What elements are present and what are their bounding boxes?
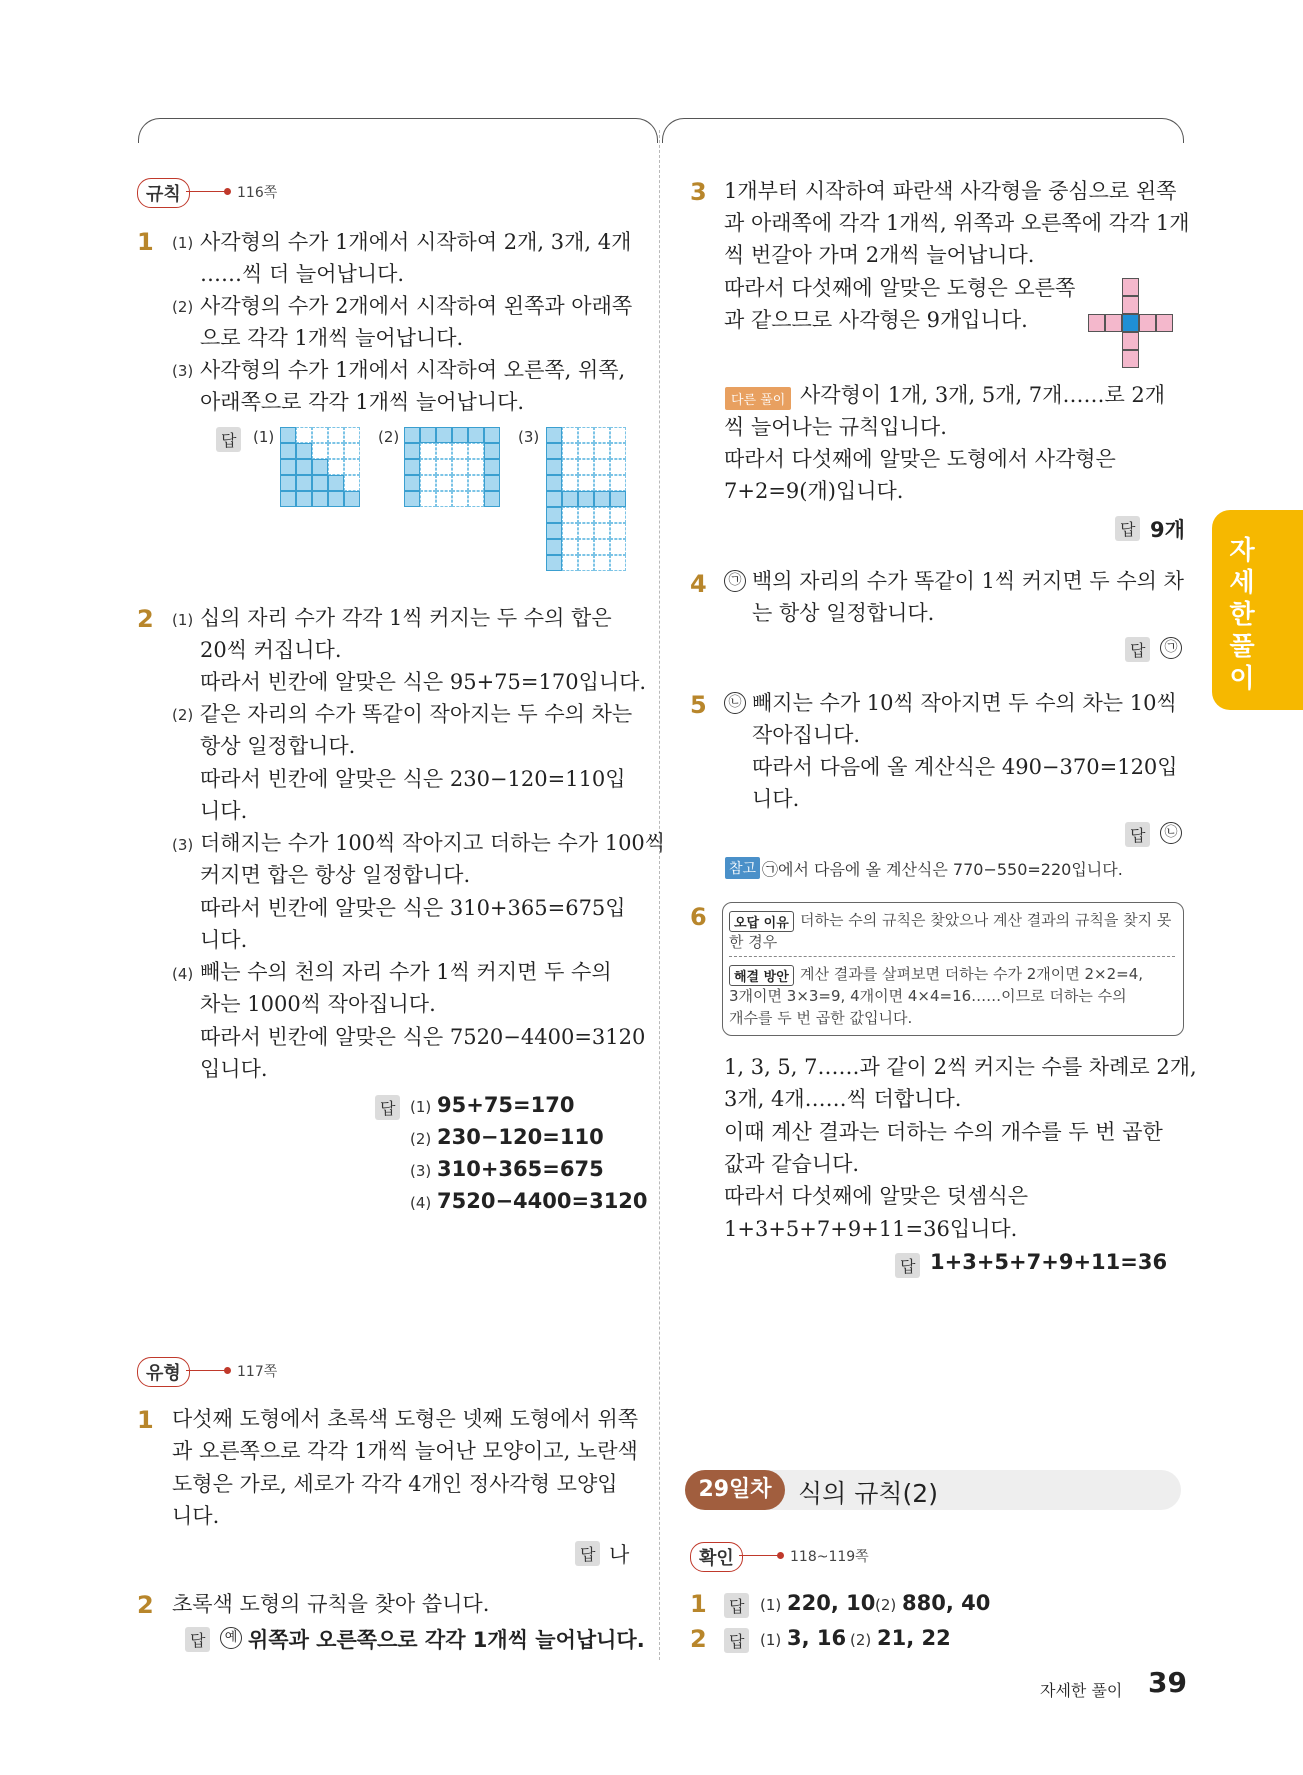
question-number: 1 — [137, 228, 154, 256]
solution-label: 해결 방안 — [729, 965, 794, 986]
empty-square — [436, 491, 452, 507]
filled-square — [328, 491, 344, 507]
text-line: 아래쪽으로 각각 1개씩 늘어납니다. — [200, 390, 525, 414]
sub-number: (1) — [760, 1596, 782, 1614]
empty-square — [578, 555, 594, 571]
empty-square — [610, 507, 626, 523]
answer-label: 답 — [1115, 516, 1140, 541]
answer-value: 21, 22 — [877, 1626, 951, 1650]
answer-label: 답 — [185, 1627, 210, 1652]
answer-label: 답 — [724, 1593, 749, 1618]
answer-value: 880, 40 — [902, 1591, 991, 1615]
empty-square — [452, 491, 468, 507]
text-line: 3개, 4개……씩 더합니다. — [724, 1087, 962, 1111]
empty-square — [452, 443, 468, 459]
filled-square — [312, 491, 328, 507]
filled-square — [296, 491, 312, 507]
square-cell — [1122, 296, 1139, 314]
sub-number: (1) — [410, 1098, 432, 1116]
side-tab-char: 세 — [1229, 568, 1255, 598]
empty-square — [436, 475, 452, 491]
square-cell — [1139, 314, 1156, 332]
question-number: 3 — [690, 178, 707, 206]
empty-square — [420, 491, 436, 507]
question-number: 2 — [137, 605, 154, 633]
empty-square — [578, 523, 594, 539]
square-cell — [1122, 278, 1139, 296]
choice-mark: ㉠ — [724, 570, 746, 592]
filled-square — [484, 427, 500, 443]
answer-value: ㉡ — [1160, 822, 1182, 844]
empty-square — [562, 523, 578, 539]
answer-label: 답 — [724, 1628, 749, 1653]
filled-square — [578, 491, 594, 507]
rule-tag: 규칙 — [137, 178, 190, 208]
example-mark: 예 — [220, 1627, 242, 1649]
answer-value: 230−120=110 — [437, 1125, 604, 1149]
sub-number: (2) — [172, 706, 194, 724]
empty-square — [578, 507, 594, 523]
sub-number: (2) — [378, 428, 400, 446]
text-line: 따라서 빈칸에 알맞은 식은 95+75=170입니다. — [200, 670, 647, 694]
answer-grid-2 — [404, 427, 500, 507]
answer-grid-1 — [280, 427, 360, 507]
answer-value: 220, 10 — [787, 1591, 876, 1615]
empty-square — [344, 443, 360, 459]
filled-square — [404, 443, 420, 459]
day-badge: 29일차 — [685, 1470, 785, 1510]
empty-square — [562, 555, 578, 571]
rule-page: 116쪽 — [237, 185, 278, 201]
filled-square — [344, 491, 360, 507]
sub-number: (2) — [875, 1596, 897, 1614]
text-line: 더해지는 수가 100씩 작아지고 더하는 수가 100씩 — [200, 831, 666, 855]
answer-label: 답 — [895, 1253, 920, 1278]
empty-square — [468, 459, 484, 475]
empty-square — [436, 459, 452, 475]
page-number: 39 — [1148, 1666, 1187, 1699]
answer-value: 9개 — [1150, 518, 1185, 542]
sub-number: (4) — [172, 965, 194, 983]
empty-square — [578, 443, 594, 459]
empty-square — [452, 475, 468, 491]
filled-square — [436, 427, 452, 443]
square-cell — [1156, 314, 1173, 332]
question-number: 5 — [690, 691, 707, 719]
empty-square — [594, 443, 610, 459]
empty-square — [328, 427, 344, 443]
filled-square — [312, 459, 328, 475]
empty-square — [562, 427, 578, 443]
question-number: 4 — [690, 570, 707, 598]
check-page: 118~119쪽 — [790, 1549, 869, 1565]
sub-number: (2) — [850, 1631, 872, 1649]
square-cell — [1105, 314, 1122, 332]
text-line: 1, 3, 5, 7……과 같이 2씩 커지는 수를 차례로 2개, — [724, 1055, 1197, 1079]
sub-number: (2) — [410, 1130, 432, 1148]
text-line: 니다. — [200, 799, 248, 823]
text-line: 도형은 가로, 세로가 각각 4개인 정사각형 모양입 — [172, 1472, 618, 1496]
empty-square — [468, 443, 484, 459]
answer-label: 답 — [1125, 822, 1150, 847]
empty-square — [312, 427, 328, 443]
section-title: 식의 규칙(2) — [798, 1479, 938, 1508]
text-line: 7+2=9(개)입니다. — [724, 479, 904, 503]
filled-square — [546, 459, 562, 475]
text-line: 백의 자리의 수가 똑같이 1씩 커지면 두 수의 차 — [752, 569, 1184, 593]
right-column-frame — [662, 118, 1184, 143]
tag-dot — [224, 188, 231, 195]
note-label: 참고 — [725, 857, 760, 879]
empty-square — [436, 443, 452, 459]
cross-figure — [1088, 278, 1184, 374]
text-line: 사각형의 수가 1개에서 시작하여 오른쪽, 위쪽, — [200, 358, 626, 382]
answer-value: 나 — [609, 1543, 630, 1567]
empty-square — [420, 443, 436, 459]
text-line: 니다. — [752, 787, 800, 811]
empty-square — [610, 475, 626, 491]
answer-grid-3 — [546, 427, 626, 571]
text-line: 씩 번갈아 가며 2개씩 늘어납니다. — [724, 243, 1035, 267]
empty-square — [296, 427, 312, 443]
side-tab-char: 풀 — [1229, 632, 1255, 662]
empty-square — [420, 459, 436, 475]
text-line: 따라서 빈칸에 알맞은 식은 310+365=675입 — [200, 896, 626, 920]
text-line: 입니다. — [200, 1057, 268, 1081]
empty-square — [594, 507, 610, 523]
text-line: 초록색 도형의 규칙을 찾아 씁니다. — [172, 1592, 490, 1616]
empty-square — [594, 539, 610, 555]
text-line: 니다. — [172, 1504, 220, 1528]
filled-square — [594, 491, 610, 507]
filled-square — [484, 475, 500, 491]
text-line: 같은 자리의 수가 똑같이 작아지는 두 수의 차는 — [200, 702, 633, 726]
text-line: 값과 같습니다. — [724, 1152, 860, 1176]
text-line: 따라서 빈칸에 알맞은 식은 7520−4400=3120 — [200, 1025, 646, 1049]
empty-square — [328, 459, 344, 475]
side-tab-char: 한 — [1229, 600, 1255, 630]
side-tab — [1212, 510, 1303, 710]
filled-square — [296, 475, 312, 491]
filled-square — [296, 459, 312, 475]
sub-number: (1) — [253, 428, 275, 446]
text-line: 작아집니다. — [752, 723, 861, 747]
empty-square — [344, 427, 360, 443]
filled-square — [404, 427, 420, 443]
column-divider — [659, 130, 660, 1660]
square-cell — [1088, 314, 1105, 332]
text-line: 빼는 수의 천의 자리 수가 1씩 커지면 두 수의 — [200, 960, 612, 984]
filled-square — [468, 427, 484, 443]
note-text: ㉠에서 다음에 올 계산식은 770−550=220입니다. — [762, 860, 1123, 879]
filled-square — [546, 507, 562, 523]
filled-square — [546, 555, 562, 571]
filled-square — [404, 491, 420, 507]
text-line: 한 경우 — [729, 933, 778, 951]
filled-square — [546, 443, 562, 459]
empty-square — [594, 555, 610, 571]
check-tag: 확인 — [690, 1542, 743, 1572]
empty-square — [610, 443, 626, 459]
text-line: 사각형의 수가 2개에서 시작하여 왼쪽과 아래쪽 — [200, 294, 633, 318]
empty-square — [562, 507, 578, 523]
text-line: 20씩 커집니다. — [200, 638, 342, 662]
empty-square — [562, 443, 578, 459]
text-line: 과 오른쪽으로 각각 1개씩 늘어난 모양이고, 노란색 — [172, 1439, 638, 1463]
question-number: 2 — [690, 1625, 707, 1653]
answer-value: 95+75=170 — [437, 1093, 575, 1117]
empty-square — [328, 443, 344, 459]
footer-label: 자세한 풀이 — [1040, 1681, 1123, 1700]
answer-value: ㉠ — [1160, 637, 1182, 659]
empty-square — [594, 475, 610, 491]
sub-number: (3) — [172, 362, 194, 380]
empty-square — [468, 491, 484, 507]
text-line: 으로 각각 1개씩 늘어납니다. — [200, 326, 464, 350]
tag-dot — [224, 1367, 231, 1374]
answer-label: 답 — [216, 427, 241, 452]
square-cell — [1122, 332, 1139, 350]
empty-square — [578, 539, 594, 555]
empty-square — [562, 475, 578, 491]
text-line: ……씩 더 늘어납니다. — [200, 262, 405, 286]
filled-square — [610, 491, 626, 507]
empty-square — [610, 459, 626, 475]
text-line: 1+3+5+7+9+11=36입니다. — [724, 1217, 1018, 1241]
text-line: 따라서 다음에 올 계산식은 490−370=120입 — [752, 755, 1178, 779]
text-line: 십의 자리 수가 각각 1씩 커지는 두 수의 합은 — [200, 606, 612, 630]
filled-square — [484, 459, 500, 475]
sub-number: (3) — [410, 1162, 432, 1180]
empty-square — [452, 459, 468, 475]
answer-value: 위쪽과 오른쪽으로 각각 1개씩 늘어납니다. — [248, 1628, 645, 1652]
text-line: 니다. — [200, 928, 248, 952]
type-page: 117쪽 — [237, 1364, 278, 1380]
question-number: 2 — [137, 1591, 154, 1619]
filled-square — [296, 443, 312, 459]
sub-number: (1) — [172, 234, 194, 252]
sub-number: (1) — [172, 611, 194, 629]
text-line: 다섯째 도형에서 초록색 도형은 넷째 도형에서 위쪽 — [172, 1407, 639, 1431]
error-analysis-box — [722, 902, 1184, 1036]
empty-square — [312, 443, 328, 459]
empty-square — [562, 539, 578, 555]
filled-square — [404, 459, 420, 475]
question-number: 6 — [690, 903, 707, 931]
sub-number: (1) — [760, 1631, 782, 1649]
text-line: 계산 결과를 살펴보면 더하는 수가 2개이면 2×2=4, — [800, 965, 1144, 983]
sub-number: (3) — [172, 836, 194, 854]
text-line: 과 같으므로 사각형은 9개입니다. — [724, 308, 1028, 332]
text-line: 씩 늘어나는 규칙입니다. — [724, 415, 947, 439]
filled-square — [280, 459, 296, 475]
choice-mark: ㉡ — [724, 692, 746, 714]
filled-square — [546, 427, 562, 443]
tag-connector — [186, 191, 226, 192]
left-column-frame — [138, 118, 658, 143]
side-tab-char: 자 — [1229, 536, 1255, 566]
empty-square — [594, 523, 610, 539]
filled-square — [280, 427, 296, 443]
empty-square — [562, 459, 578, 475]
text-line: 항상 일정합니다. — [200, 734, 356, 758]
text-line: 사각형의 수가 1개에서 시작하여 2개, 3개, 4개 — [200, 230, 632, 254]
text-line: 사각형이 1개, 3개, 5개, 7개……로 2개 — [800, 383, 1166, 407]
text-line: 차는 1000씩 작아집니다. — [200, 992, 436, 1016]
filled-square — [452, 427, 468, 443]
text-line: 따라서 다섯째에 알맞은 덧셈식은 — [724, 1184, 1029, 1208]
filled-square — [312, 475, 328, 491]
tag-connector — [186, 1370, 226, 1371]
empty-square — [344, 475, 360, 491]
answer-value: 3, 16 — [787, 1626, 847, 1650]
question-number: 1 — [137, 1406, 154, 1434]
empty-square — [610, 539, 626, 555]
text-line: 1개부터 시작하여 파란색 사각형을 중심으로 왼쪽 — [724, 179, 1177, 203]
answer-value: 7520−4400=3120 — [437, 1189, 648, 1213]
sub-number: (4) — [410, 1194, 432, 1212]
alt-solution-label: 다른 풀이 — [725, 387, 791, 410]
text-line: 개수를 두 번 곱한 값입니다. — [729, 1009, 913, 1027]
text-line: 따라서 다섯째에 알맞은 도형에서 사각형은 — [724, 447, 1116, 471]
filled-square — [484, 491, 500, 507]
empty-square — [610, 555, 626, 571]
type-tag: 유형 — [137, 1357, 190, 1387]
tag-dot — [777, 1552, 784, 1559]
filled-square — [484, 443, 500, 459]
answer-label: 답 — [1125, 637, 1150, 662]
text-line: 이때 계산 결과는 더하는 수의 개수를 두 번 곱한 — [724, 1120, 1163, 1144]
text-line: 더하는 수의 규칙은 찾았으나 계산 결과의 규칙을 찾지 못 — [800, 911, 1172, 929]
filled-square — [562, 491, 578, 507]
filled-square — [280, 491, 296, 507]
text-line: 커지면 합은 항상 일정합니다. — [200, 863, 471, 887]
answer-value: 310+365=675 — [437, 1157, 604, 1181]
question-number: 1 — [690, 1590, 707, 1618]
empty-square — [344, 459, 360, 475]
square-cell — [1122, 350, 1139, 368]
text-line: 는 항상 일정합니다. — [752, 601, 935, 625]
filled-square — [546, 491, 562, 507]
sub-number: (3) — [518, 428, 540, 446]
answer-value: 1+3+5+7+9+11=36 — [930, 1250, 1168, 1274]
empty-square — [594, 459, 610, 475]
empty-square — [610, 523, 626, 539]
divider — [729, 956, 1175, 957]
text-line: 과 아래쪽에 각각 1개씩, 위쪽과 오른쪽에 각각 1개 — [724, 211, 1190, 235]
text-line: 빼지는 수가 10씩 작아지면 두 수의 차는 10씩 — [752, 691, 1177, 715]
text-line: 3개이면 3×3=9, 4개이면 4×4=16……이므로 더하는 수의 — [729, 987, 1127, 1005]
text-line: 따라서 다섯째에 알맞은 도형은 오른쪽 — [724, 276, 1076, 300]
answer-label: 답 — [375, 1095, 400, 1120]
answer-label: 답 — [575, 1541, 600, 1566]
filled-square — [420, 427, 436, 443]
filled-square — [546, 475, 562, 491]
filled-square — [546, 539, 562, 555]
center-blue-cell — [1122, 314, 1139, 332]
empty-square — [610, 427, 626, 443]
empty-square — [578, 427, 594, 443]
side-tab-char: 이 — [1229, 664, 1255, 694]
text-line: 따라서 빈칸에 알맞은 식은 230−120=110입 — [200, 767, 626, 791]
filled-square — [280, 443, 296, 459]
error-reason-label: 오답 이유 — [729, 911, 794, 932]
empty-square — [468, 475, 484, 491]
empty-square — [594, 427, 610, 443]
sub-number: (2) — [172, 298, 194, 316]
filled-square — [546, 523, 562, 539]
empty-square — [578, 475, 594, 491]
filled-square — [328, 475, 344, 491]
empty-square — [578, 459, 594, 475]
tag-connector — [739, 1555, 779, 1556]
empty-square — [420, 475, 436, 491]
filled-square — [404, 475, 420, 491]
filled-square — [280, 475, 296, 491]
